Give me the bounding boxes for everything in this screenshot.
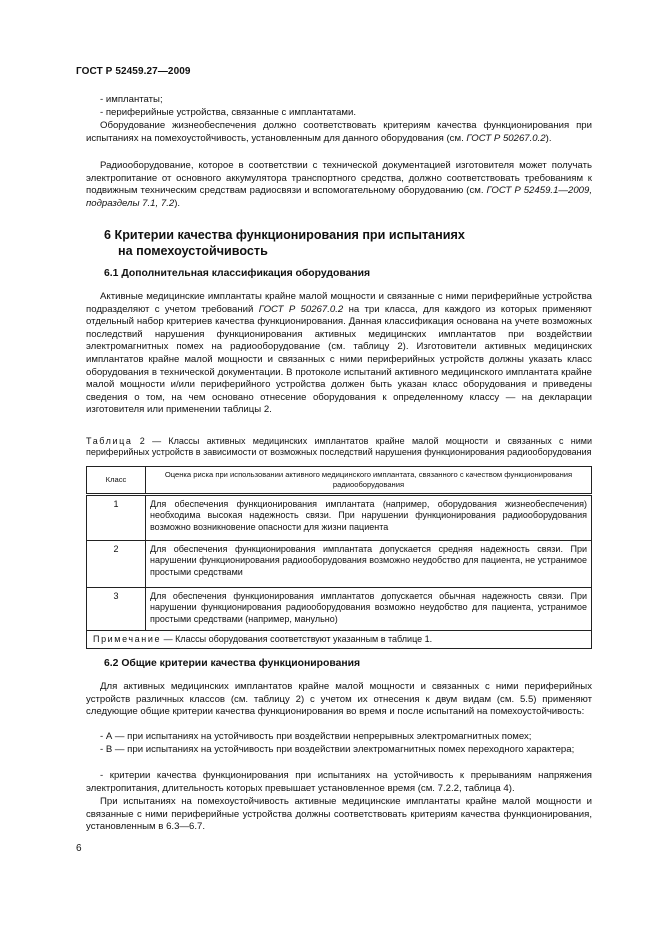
table-note-text: — Классы оборудования соответствуют указанным в таблице 1. <box>161 634 433 644</box>
section-6-title-line2: на помехоустойчивость <box>118 244 268 258</box>
standard-reference: ГОСТ Р 50267.0.2 <box>466 132 546 144</box>
section-6-1-heading: 6.1 Дополнительная классификация оборудования <box>104 268 371 279</box>
table-header-row <box>87 467 592 495</box>
section-6-heading <box>104 227 584 259</box>
document-code: ГОСТ Р 52459.27—2009 <box>76 66 191 77</box>
paragraph-text: Активные медицинские имплантаты крайне малой мощности и связанные с ними периферийные устройства подразделяют с учетом требований <box>86 291 592 315</box>
list-item-peripheral: - периферийные устройства, связанные с имплантатами. <box>100 107 357 118</box>
column-header-risk: Оценка риска при использовании активного медицинского имплантата, связанного с качеством функционирования радиооборудования <box>146 467 592 495</box>
table-row <box>87 588 592 631</box>
standard-reference: ГОСТ Р 50267.0.2 <box>258 303 344 315</box>
description-cell: Для обеспечения функционирования имплантата (например, оборудования жизнеобеспечения) необходима высокая надежность связи. При нарушении функционирования радиооборудования возможно возникновение опасности для жизни пациента <box>146 495 592 541</box>
table-caption <box>86 436 592 459</box>
table-note <box>87 631 592 649</box>
paragraph-text: ). <box>174 197 181 209</box>
list-item-criterion-interruptions: - критерии качества функционирования при испытаниях на устойчивость к прерываниям напряжения электропитания, длительность которых превышает установленное время (см. 7.2.2, таблица 4). <box>86 770 592 794</box>
paragraph-general-criteria: Для активных медицинских имплантатов крайне малой мощности и связанных с ними периферийных устройств различных классов (см. таблицу 2) с учетом их отнесения к двум видам (см. 5.5) применяют следующие общие критерии качества функционирования во время и после испытаний на помехоустойчивость: <box>86 681 592 718</box>
paragraph-radio-equipment <box>86 160 592 210</box>
column-header-class: Класс <box>87 467 146 495</box>
standard-reference: ГОСТ Р 52459.1—2009, подразделы 7.1, 7.2 <box>86 185 593 209</box>
paragraph-classification <box>86 291 592 417</box>
table-caption-label: Таблица <box>86 436 133 446</box>
paragraph-compliance: При испытаниях на помехоустойчивость активные медицинские имплантаты крайне малой мощности и связанные с ними периферийные устройства должны соответствовать критериям качества функционирования, установленным в 6.3—6.7. <box>86 796 592 833</box>
table-row <box>87 495 592 541</box>
paragraph-text: на три класса, для каждого из которых применяют отдельный набор критериев качества функционирования. Данная классификация основана на учете возможных последствий нарушения функционирования активных медицинских имплантатов при воздействии электромагнитных помех на радиооборудование (см. таблицу 2). Изготовители активных медицинских имплантатов крайне малой мощности и связанных с ними периферийных устройств должны указать класс оборудования в технической документации. В протоколе испытаний активного медицинского имплантата крайне малой мощности и/или периферийного устройства должен быть указан класс оборудования и приведены сведения о том, на чем основано отнесение оборудования к определенному классу — на декларации изготовителя или применении таблицы 2. <box>86 303 592 416</box>
paragraph-text: Радиооборудование, которое в соответствии с технической документацией изготовителя может получать электропитание от основного аккумулятора транспортного средства, должно соответствовать требованиям к подвижным техническим средствам радиосвязи и вспомогательному оборудованию (см. <box>86 160 592 197</box>
section-6-2-heading: 6.2 Общие критерии качества функционирования <box>104 658 361 669</box>
page-number: 6 <box>76 843 82 854</box>
description-cell: Для обеспечения функционирования имплантатов допускается обычная надежность связи. При нарушении функционирования радиооборудования возможно неудобство для пациента, устранимое простыми средствами (например, манульно) <box>146 588 592 631</box>
list-item-implants: - имплантаты; <box>100 94 163 105</box>
paragraph-life-support <box>86 120 592 145</box>
table-note-row <box>87 631 592 649</box>
list-item-criterion-b: - В — при испытаниях на устойчивость при воздействии электромагнитных помех переходного характера; <box>100 744 575 755</box>
paragraph-text: Оборудование жизнеобеспечения должно соответствовать критериям качества функционирования при испытаниях на помехоустойчивость, установленным для данного оборудования (см. <box>86 120 592 144</box>
section-6-title-line1: 6 Критерии качества функционирования при испытаниях <box>104 228 465 242</box>
table-row <box>87 541 592 588</box>
risk-class-table <box>86 466 592 649</box>
class-cell: 1 <box>87 495 146 541</box>
table-note-label: Примечание <box>93 634 162 644</box>
table-caption-text: 2 — Классы активных медицинских имплантатов крайне малой мощности и связанных с ними периферийных устройств в зависимости от возможных последствий нарушения функционирования радиооборудования <box>86 436 592 458</box>
paragraph-text: ). <box>545 132 552 144</box>
class-cell: 3 <box>87 588 146 631</box>
list-item-criterion-a: - А — при испытаниях на устойчивость при воздействии непрерывных электромагнитных помех; <box>100 731 532 742</box>
class-cell: 2 <box>87 541 146 588</box>
description-cell: Для обеспечения функционирования имплантата допускается средняя надежность связи. При нарушении функционирования радиооборудования возможно неудобство для пациента, не устранимое простыми средствами <box>146 541 592 588</box>
